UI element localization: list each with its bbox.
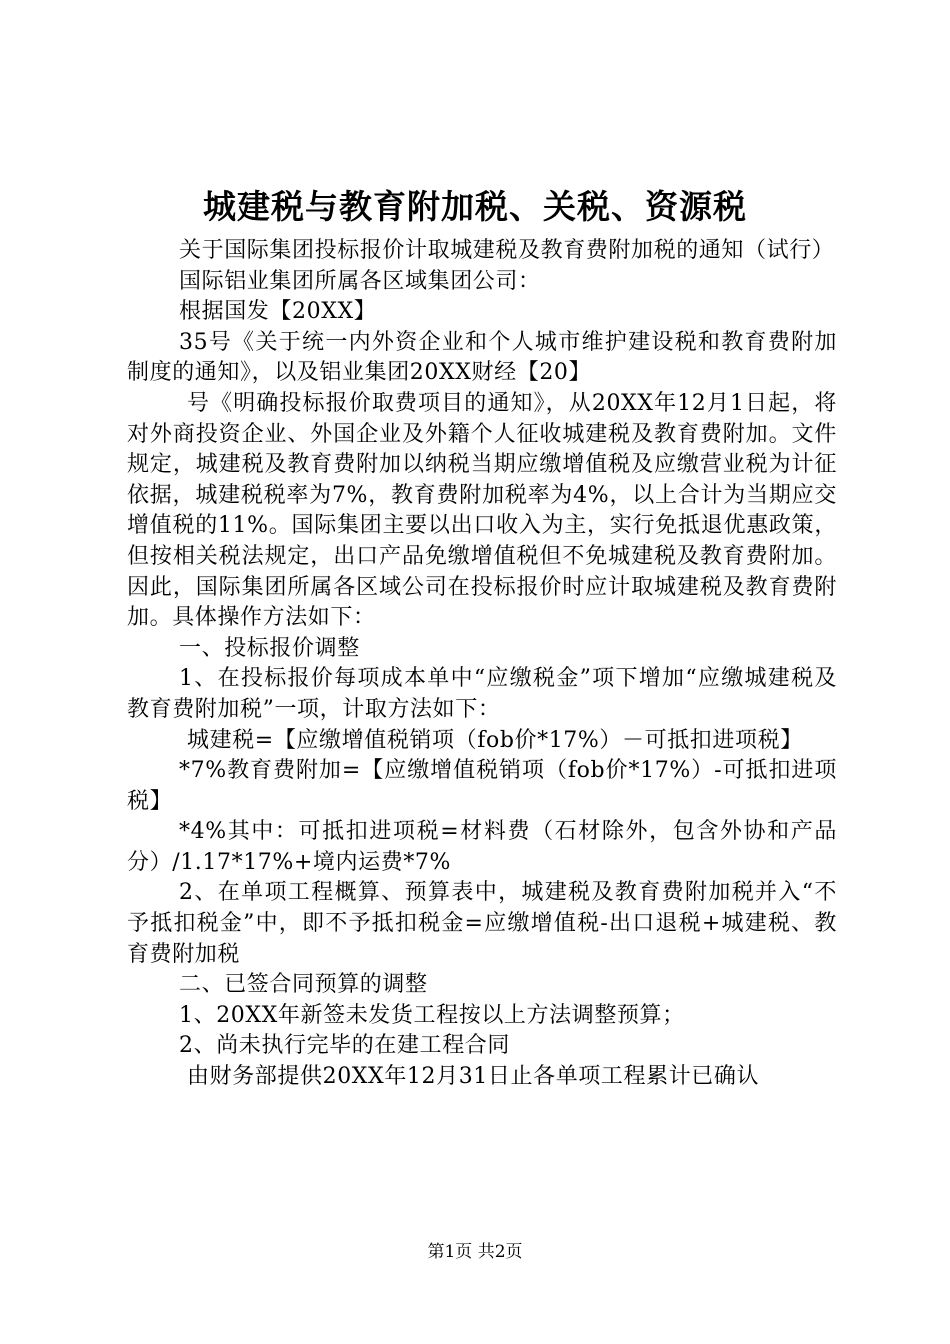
paragraph-finance-provision: 由财务部提供20XX年12月31日止各单项工程累计已确认 <box>187 1064 760 1090</box>
document-body <box>127 236 837 1093</box>
paragraph-notice-title: 关于国际集团投标报价计取城建税及教育费附加税的通知（试行） <box>179 238 835 263</box>
paragraph-contract-item-1: 1、20XX年新签未发货工程按以上方法调整预算； <box>179 1002 685 1028</box>
paragraph-contract-item-2: 2、尚未执行完毕的在建工程合同 <box>179 1033 510 1059</box>
page-number-footer: 第1页 共2页 <box>427 1242 523 1262</box>
formula-education-surcharge: *7%教育费附加=【应缴增值税销项（fob价*17%）-可抵扣进项税】 <box>127 758 837 814</box>
section-heading-bid-adjustment: 一、投标报价调整 <box>179 635 360 661</box>
paragraph-item-1: 1、在投标报价每项成本单中“应缴税金”项下增加“应缴城建税及教育费附加税”一项，计取方法如下： <box>127 666 837 722</box>
formula-city-tax: 城建税=【应缴增值税销项（fob价*17%）－可抵扣进项税】 <box>187 727 803 753</box>
paragraph-basis: 根据国发【20XX】 <box>179 299 377 325</box>
formula-deductible-input-tax: *4%其中：可抵扣进项税=材料费（石材除外，包含外协和产品分）/1.17*17%+境内运费*7% <box>127 819 837 875</box>
paragraph-item-2: 2、在单项工程概算、预算表中，城建税及教育费附加税并入“不予抵扣税金”中，即不予抵扣税金=应缴增值税-出口退税+城建税、教育费附加税 <box>127 880 837 967</box>
document-title: 城建税与教育附加税、关税、资源税 <box>203 187 747 226</box>
paragraph-main: 号《明确投标报价取费项目的通知》，从20XX年12月1日起，将对外商投资企业、外国企业及外籍个人征收城建税及教育费附加。文件规定，城建税及教育费附加以纳税当期应缴增值税及应缴营业税为计征依据，城建税税率为7%，教育费附加税率为4%，以上合计为当期应交增值税的11%。国际集团主要以出口收入为主，实行免抵退优惠政策，但按相关税法规定，出口产品免缴增值税但不免城建税及教育费附加。因此，国际集团所属各区域公司在投标报价时应计取城建税及教育费附加。具体操作方法如下： <box>127 390 837 631</box>
section-heading-contract-adjustment: 二、已签合同预算的调整 <box>179 972 428 998</box>
paragraph-reference: 35号《关于统一内外资企业和个人城市维护建设税和教育费附加制度的通知》，以及铝业集团20XX财经【20】 <box>127 329 837 386</box>
paragraph-recipient: 国际铝业集团所属各区域集团公司： <box>179 268 541 294</box>
